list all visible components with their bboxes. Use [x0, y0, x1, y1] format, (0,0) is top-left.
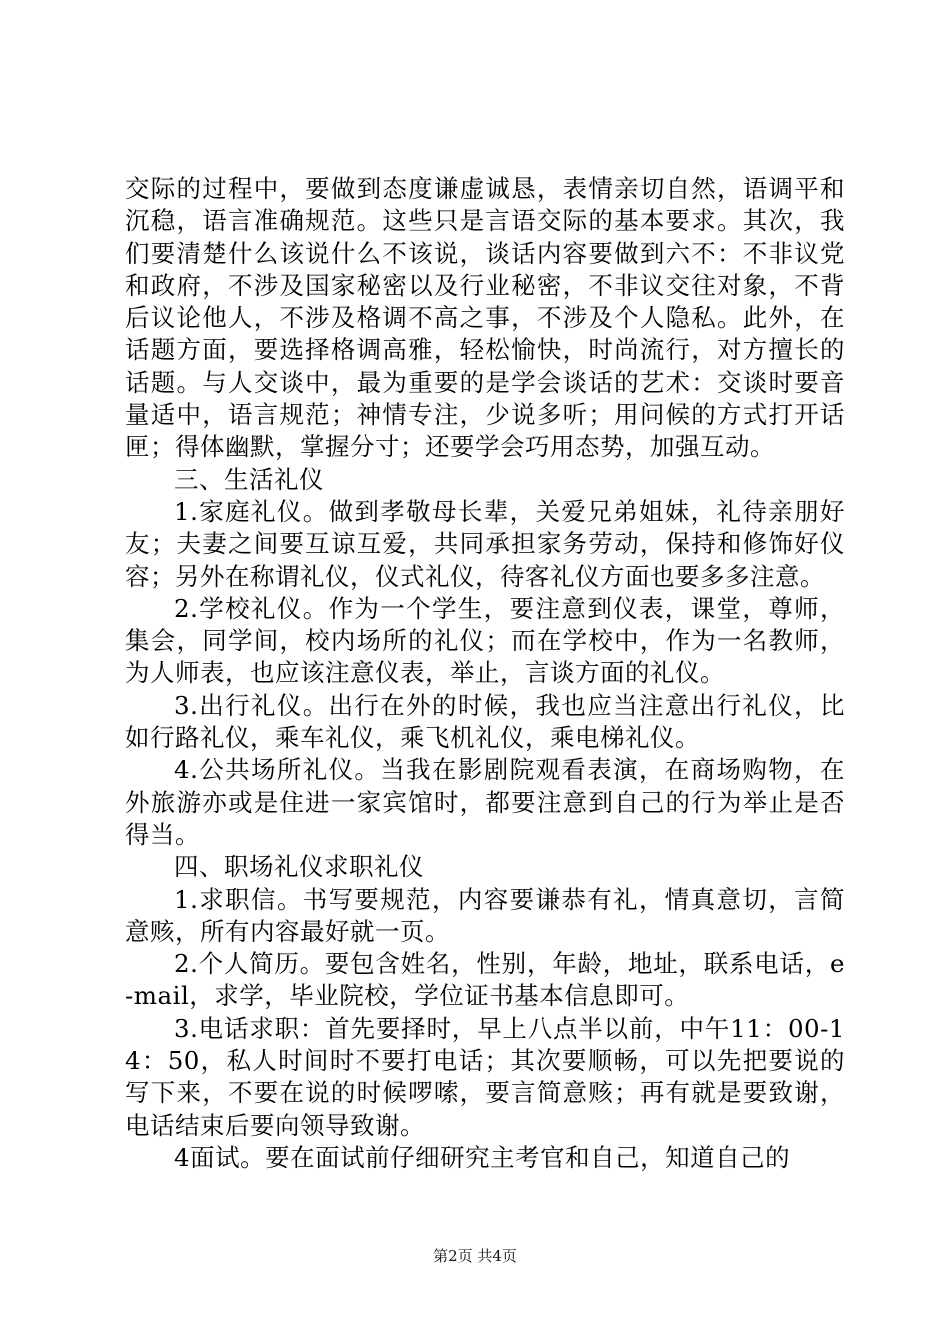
section-heading-life-etiquette: 三、生活礼仪: [174, 464, 324, 494]
page-footer: [0, 1246, 950, 1266]
paragraph: 1.求职信。书写要规范，内容要谦恭有礼，情真意切，言简意赅，所有内容最好就一页。: [125, 884, 845, 946]
paragraph: 交际的过程中，要做到态度谦虚诚恳，表情亲切自然，语调平和沉稳，语言准确规范。这些只是言语交际的基本要求。其次，我们要清楚什么该说什么不该说，谈话内容要做到六不：不非议党和政府，不涉及国家秘密以及行业秘密，不非议交往对象，不背后议论他人，不涉及格调不高之事，不涉及个人隐私。此外，在话题方面，要选择格调高雅，轻松愉快，时尚流行，对方擅长的话题。与人交谈中，最为重要的是学会谈话的艺术：交谈时要音量适中，语言规范；神情专注，少说多听；用问候的方式打开话匣；得体幽默，掌握分寸；还要学会巧用态势，加强互动。: [125, 174, 845, 462]
section-heading-workplace-etiquette: 四、职场礼仪求职礼仪: [174, 852, 424, 882]
paragraph: 4.公共场所礼仪。当我在影剧院观看表演，在商场购物，在外旅游亦或是住进一家宾馆时，都要注意到自己的行为举止是否得当。: [125, 755, 845, 849]
paragraph: 2.个人简历。要包含姓名，性别，年龄，地址，联系电话，e-mail，求学，毕业院校，学位证书基本信息即可。: [125, 949, 845, 1011]
paragraph: 4面试。要在面试前仔细研究主考官和自己，知道自己的: [174, 1142, 791, 1172]
paragraph: 2.学校礼仪。作为一个学生，要注意到仪表，课堂，尊师，集会，同学间，校内场所的礼仪；而在学校中，作为一名教师，为人师表，也应该注意仪表，举止，言谈方面的礼仪。: [125, 593, 845, 688]
page-number-label: 第2页 共4页: [433, 1247, 517, 1265]
paragraph: 1.家庭礼仪。做到孝敬母长辈，关爱兄弟姐妹，礼待亲朋好友；夫妻之间要互谅互爱，共同承担家务劳动，保持和修饰好仪容；另外在称谓礼仪，仪式礼仪，待客礼仪方面也要多多注意。: [125, 496, 845, 591]
paragraph: 3.出行礼仪。出行在外的时候，我也应当注意出行礼仪，比如行路礼仪，乘车礼仪，乘飞机礼仪，乘电梯礼仪。: [125, 690, 845, 753]
paragraph: 3.电话求职：首先要择时，早上八点半以前，中午11：00-14：50，私人时间时不要打电话；其次要顺畅，可以先把要说的写下来，不要在说的时候啰嗦，要言简意赅；再有就是要致谢，电话结束后要向领导致谢。: [125, 1013, 845, 1140]
document-body: [125, 173, 845, 1174]
